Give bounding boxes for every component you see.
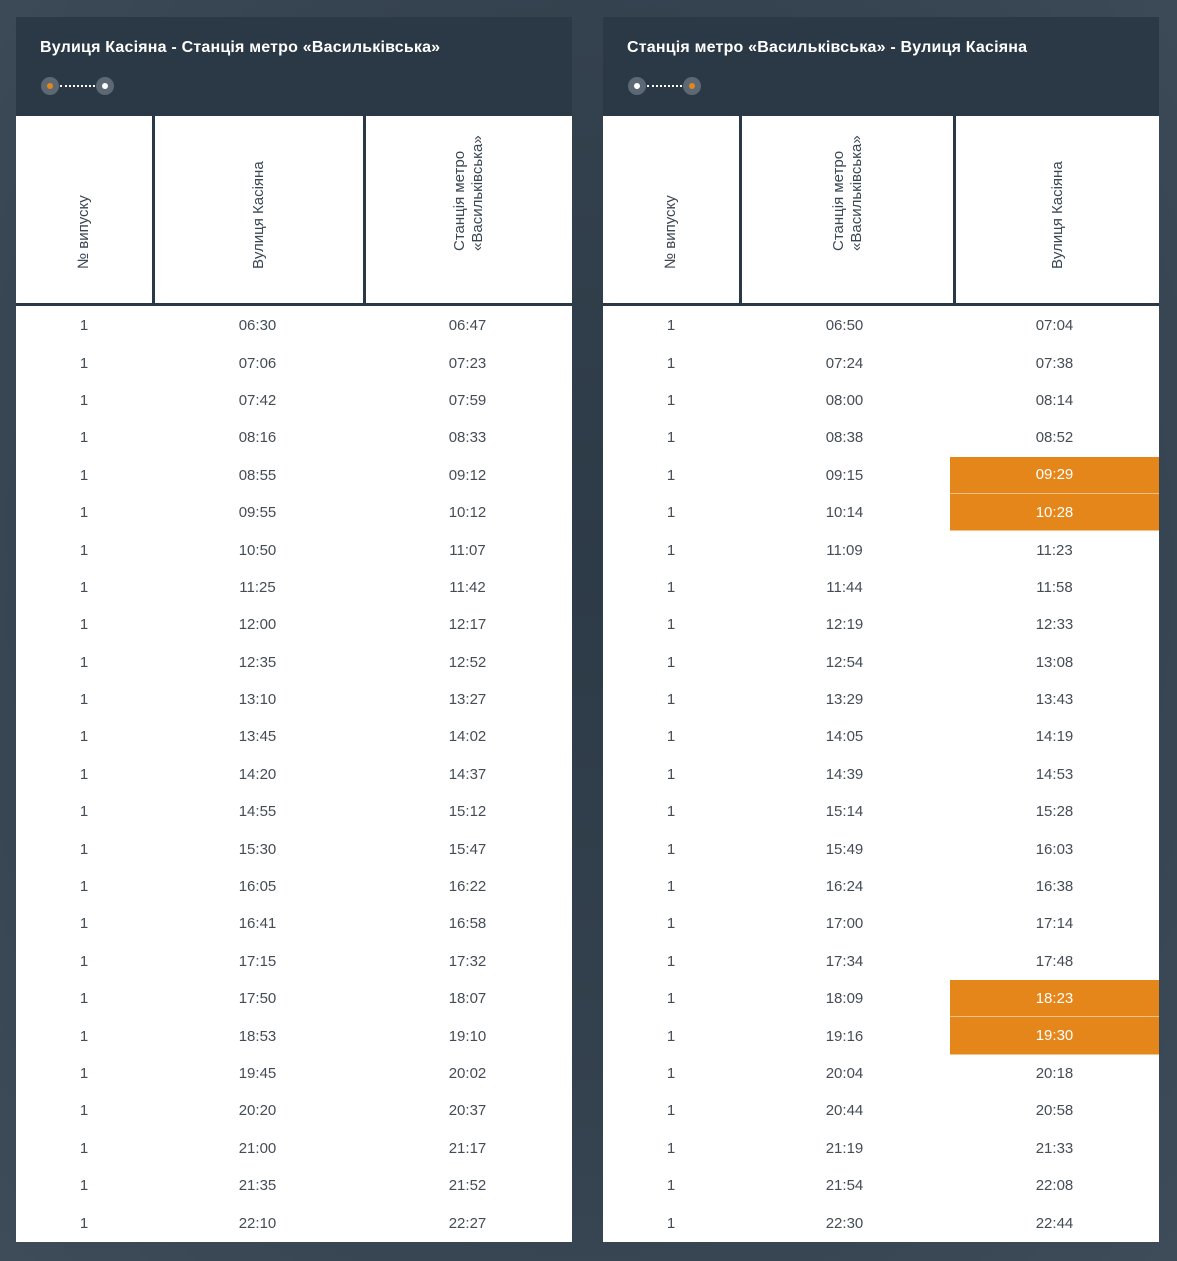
time-cell: 11:58	[1036, 578, 1073, 596]
release-number-cell: 1	[666, 578, 676, 596]
time-cell: 20:18	[1035, 1065, 1074, 1082]
time-cell: 13:43	[1035, 691, 1074, 709]
column-header-departure	[739, 116, 953, 303]
table-row	[603, 1055, 1159, 1092]
column-header-release	[16, 116, 152, 303]
release-number-cell: 1	[666, 691, 676, 709]
column-header-label: № випуску	[662, 195, 679, 269]
time-cell: 06:50	[825, 317, 864, 335]
release-number-cell: 1	[666, 317, 676, 335]
table-row	[603, 718, 1159, 755]
time-cell: 13:45	[238, 728, 277, 746]
release-number-cell: 1	[79, 391, 89, 409]
time-cell: 11:23	[1036, 541, 1073, 559]
time-cell: 07:04	[1035, 317, 1074, 335]
table-row	[603, 344, 1159, 381]
release-number-cell: 1	[666, 504, 676, 522]
time-cell: 13:08	[1035, 653, 1074, 671]
time-cell: 17:50	[238, 990, 277, 1008]
time-cell: 10:28	[950, 494, 1159, 531]
column-header-label: Станція метро «Васильківська»	[829, 135, 865, 251]
release-number-cell: 1	[666, 990, 676, 1008]
time-cell: 21:35	[238, 1177, 277, 1195]
time-cell: 18:09	[825, 990, 864, 1008]
table-row	[16, 718, 572, 755]
release-number-cell: 1	[79, 466, 89, 484]
time-cell: 19:16	[825, 1027, 864, 1045]
table-row	[16, 382, 572, 419]
release-number-cell: 1	[79, 952, 89, 970]
table-row	[16, 1167, 572, 1204]
table-row	[603, 419, 1159, 456]
release-number-cell: 1	[79, 1139, 89, 1157]
release-number-cell: 1	[666, 765, 676, 783]
table-row	[16, 1055, 572, 1092]
table-row	[603, 868, 1159, 905]
time-cell: 12:17	[448, 616, 487, 634]
table-row	[603, 756, 1159, 793]
table-row	[603, 905, 1159, 942]
release-number-cell: 1	[79, 728, 89, 746]
time-cell: 18:53	[238, 1027, 277, 1045]
table-header	[16, 116, 572, 306]
release-number-cell: 1	[79, 429, 89, 447]
time-cell: 12:52	[448, 653, 487, 671]
time-cell: 08:52	[1035, 429, 1074, 447]
table-row	[603, 457, 1159, 494]
table-row	[16, 943, 572, 980]
release-number-cell: 1	[666, 1027, 676, 1045]
table-row	[16, 644, 572, 681]
route-direction-icon	[40, 75, 116, 97]
time-cell: 20:44	[825, 1102, 864, 1120]
table-row	[16, 419, 572, 456]
release-number-cell: 1	[79, 1177, 89, 1195]
table-row	[603, 830, 1159, 867]
time-cell: 06:47	[448, 317, 487, 335]
route-line-icon	[60, 85, 95, 87]
time-cell: 18:23	[950, 980, 1159, 1017]
release-number-cell: 1	[79, 653, 89, 671]
table-row	[16, 531, 572, 568]
time-cell: 12:19	[825, 616, 864, 634]
time-cell: 06:30	[238, 317, 277, 335]
table-row	[16, 569, 572, 606]
table-row	[16, 905, 572, 942]
time-cell: 16:38	[1035, 878, 1074, 896]
table-row	[16, 1092, 572, 1129]
time-cell: 19:30	[950, 1017, 1159, 1054]
release-number-cell: 1	[79, 840, 89, 858]
column-header-label: Вулиця Касіяна	[1048, 161, 1066, 269]
time-cell: 08:16	[238, 429, 277, 447]
route-start-dot-icon	[628, 77, 646, 95]
release-number-cell: 1	[79, 1027, 89, 1045]
time-cell: 17:15	[238, 952, 277, 970]
release-number-cell: 1	[666, 878, 676, 896]
release-number-cell: 1	[666, 803, 676, 821]
column-header-arrival	[953, 116, 1159, 303]
time-cell: 14:02	[448, 728, 487, 746]
release-number-cell: 1	[79, 1214, 89, 1232]
time-cell: 07:38	[1035, 354, 1074, 372]
table-row	[16, 307, 572, 344]
time-cell: 11:25	[239, 578, 276, 596]
time-cell: 22:10	[238, 1214, 277, 1232]
time-cell: 17:34	[825, 952, 864, 970]
table-row	[603, 793, 1159, 830]
release-number-cell: 1	[79, 915, 89, 933]
time-cell: 08:38	[825, 429, 864, 447]
table-row	[603, 1092, 1159, 1129]
table-body	[16, 306, 572, 1242]
time-cell: 18:07	[448, 990, 487, 1008]
release-number-cell: 1	[666, 952, 676, 970]
panel-header	[603, 17, 1159, 116]
time-cell: 15:49	[825, 840, 864, 858]
time-cell: 11:09	[826, 541, 863, 559]
release-number-cell: 1	[79, 1102, 89, 1120]
time-cell: 09:55	[238, 504, 277, 522]
time-cell: 20:02	[448, 1065, 487, 1082]
release-number-cell: 1	[79, 616, 89, 634]
release-number-cell: 1	[666, 915, 676, 933]
panel-header	[16, 17, 572, 116]
release-number-cell: 1	[79, 578, 89, 596]
table-row	[16, 681, 572, 718]
table-row	[603, 531, 1159, 568]
table-row	[603, 307, 1159, 344]
release-number-cell: 1	[79, 803, 89, 821]
release-number-cell: 1	[79, 1065, 89, 1082]
time-cell: 17:48	[1035, 952, 1074, 970]
release-number-cell: 1	[79, 878, 89, 896]
table-row	[16, 606, 572, 643]
time-cell: 07:59	[448, 391, 487, 409]
time-cell: 14:55	[238, 803, 277, 821]
schedule-panel-right	[603, 17, 1159, 1242]
table-row	[16, 868, 572, 905]
time-cell: 20:20	[238, 1102, 277, 1120]
time-cell: 15:12	[448, 803, 487, 821]
release-number-cell: 1	[666, 1139, 676, 1157]
time-cell: 12:54	[825, 653, 864, 671]
column-header-departure	[152, 116, 363, 303]
release-number-cell: 1	[666, 653, 676, 671]
column-header-label: Станція метро «Васильківська»	[451, 135, 486, 251]
table-row	[16, 457, 572, 494]
table-row	[16, 344, 572, 381]
table-row	[603, 1204, 1159, 1241]
time-cell: 20:37	[448, 1102, 487, 1120]
release-number-cell: 1	[79, 541, 89, 559]
time-cell: 21:17	[448, 1139, 487, 1157]
table-row	[16, 1130, 572, 1167]
table-row	[16, 1017, 572, 1054]
route-start-dot-icon	[41, 77, 59, 95]
time-cell: 21:00	[238, 1139, 277, 1157]
time-cell: 16:22	[448, 878, 487, 896]
release-number-cell: 1	[666, 1214, 676, 1232]
table-row	[16, 980, 572, 1017]
time-cell: 21:33	[1035, 1139, 1074, 1157]
release-number-cell: 1	[666, 616, 676, 634]
release-number-cell: 1	[79, 990, 89, 1008]
time-cell: 08:14	[1035, 391, 1074, 409]
release-number-cell: 1	[666, 541, 676, 559]
release-number-cell: 1	[79, 691, 89, 709]
time-cell: 15:28	[1035, 803, 1074, 821]
table-row	[603, 681, 1159, 718]
table-row	[16, 1204, 572, 1241]
route-title: Станція метро «Васильківська» - Вулиця Касіяна	[627, 39, 1028, 56]
time-cell: 07:23	[448, 354, 487, 372]
time-cell: 15:47	[448, 840, 487, 858]
table-row	[603, 644, 1159, 681]
table-row	[603, 569, 1159, 606]
table-row	[603, 1130, 1159, 1167]
table-header	[603, 116, 1159, 306]
column-header-arrival	[363, 116, 572, 303]
table-row	[603, 1167, 1159, 1204]
time-cell: 07:24	[825, 354, 864, 372]
time-cell: 14:39	[825, 765, 864, 783]
release-number-cell: 1	[79, 317, 89, 335]
route-end-dot-icon	[683, 77, 701, 95]
time-cell: 15:14	[825, 803, 864, 821]
time-cell: 09:15	[825, 466, 864, 484]
release-number-cell: 1	[666, 466, 676, 484]
time-cell: 16:41	[238, 915, 277, 933]
table-row	[16, 494, 572, 531]
time-cell: 16:05	[238, 878, 277, 896]
release-number-cell: 1	[666, 391, 676, 409]
time-cell: 13:10	[238, 691, 277, 709]
time-cell: 14:19	[1035, 728, 1074, 746]
time-cell: 13:27	[448, 691, 487, 709]
time-cell: 13:29	[825, 691, 864, 709]
table-row	[603, 494, 1159, 531]
time-cell: 17:14	[1035, 915, 1074, 933]
time-cell: 22:27	[448, 1214, 487, 1232]
release-number-cell: 1	[666, 354, 676, 372]
time-cell: 11:07	[449, 541, 486, 559]
time-cell: 08:33	[448, 429, 487, 447]
table-body	[603, 306, 1159, 1242]
table-row	[603, 1017, 1159, 1054]
route-direction-icon	[627, 75, 703, 97]
schedule-panel-left	[16, 17, 572, 1242]
time-cell: 11:42	[449, 578, 486, 596]
time-cell: 19:10	[448, 1027, 487, 1045]
time-cell: 10:12	[448, 504, 487, 522]
time-cell: 16:58	[448, 915, 487, 933]
release-number-cell: 1	[666, 840, 676, 858]
release-number-cell: 1	[79, 354, 89, 372]
table-row	[16, 793, 572, 830]
route-end-dot-icon	[96, 77, 114, 95]
table-row	[16, 756, 572, 793]
time-cell: 15:30	[238, 840, 277, 858]
time-cell: 16:03	[1035, 840, 1074, 858]
time-cell: 22:44	[1035, 1214, 1074, 1232]
time-cell: 14:05	[825, 728, 864, 746]
table-row	[603, 382, 1159, 419]
release-number-cell: 1	[666, 429, 676, 447]
time-cell: 14:53	[1035, 765, 1074, 783]
time-cell: 08:00	[825, 391, 864, 409]
release-number-cell: 1	[79, 504, 89, 522]
time-cell: 20:58	[1035, 1102, 1074, 1120]
route-line-icon	[647, 85, 682, 87]
column-header-label: № випуску	[75, 195, 92, 269]
time-cell: 12:00	[238, 616, 277, 634]
time-cell: 07:42	[238, 391, 277, 409]
table-row	[603, 943, 1159, 980]
time-cell: 22:30	[825, 1214, 864, 1232]
time-cell: 22:08	[1035, 1177, 1074, 1195]
time-cell: 11:44	[826, 578, 863, 596]
time-cell: 12:35	[238, 653, 277, 671]
time-cell: 17:00	[825, 915, 864, 933]
time-cell: 14:37	[448, 765, 487, 783]
table-row	[603, 606, 1159, 643]
time-cell: 21:54	[825, 1177, 864, 1195]
time-cell: 14:20	[238, 765, 277, 783]
column-header-label: Вулиця Касіяна	[250, 161, 267, 269]
time-cell: 12:33	[1035, 616, 1074, 634]
time-cell: 17:32	[448, 952, 487, 970]
time-cell: 09:12	[448, 466, 487, 484]
release-number-cell: 1	[666, 728, 676, 746]
release-number-cell: 1	[666, 1102, 676, 1120]
release-number-cell: 1	[666, 1065, 676, 1082]
time-cell: 16:24	[825, 878, 864, 896]
release-number-cell: 1	[79, 765, 89, 783]
release-number-cell: 1	[666, 1177, 676, 1195]
time-cell: 19:45	[238, 1065, 277, 1082]
time-cell: 21:52	[448, 1177, 487, 1195]
route-title: Вулиця Касіяна - Станція метро «Васильківська»	[40, 39, 441, 56]
table-row	[603, 980, 1159, 1017]
time-cell: 08:55	[238, 466, 277, 484]
table-row	[16, 830, 572, 867]
time-cell: 10:50	[238, 541, 277, 559]
time-cell: 20:04	[825, 1065, 864, 1082]
time-cell: 07:06	[238, 354, 277, 372]
time-cell: 09:29	[950, 457, 1159, 494]
time-cell: 21:19	[825, 1139, 864, 1157]
time-cell: 10:14	[825, 504, 864, 522]
column-header-release	[603, 116, 739, 303]
